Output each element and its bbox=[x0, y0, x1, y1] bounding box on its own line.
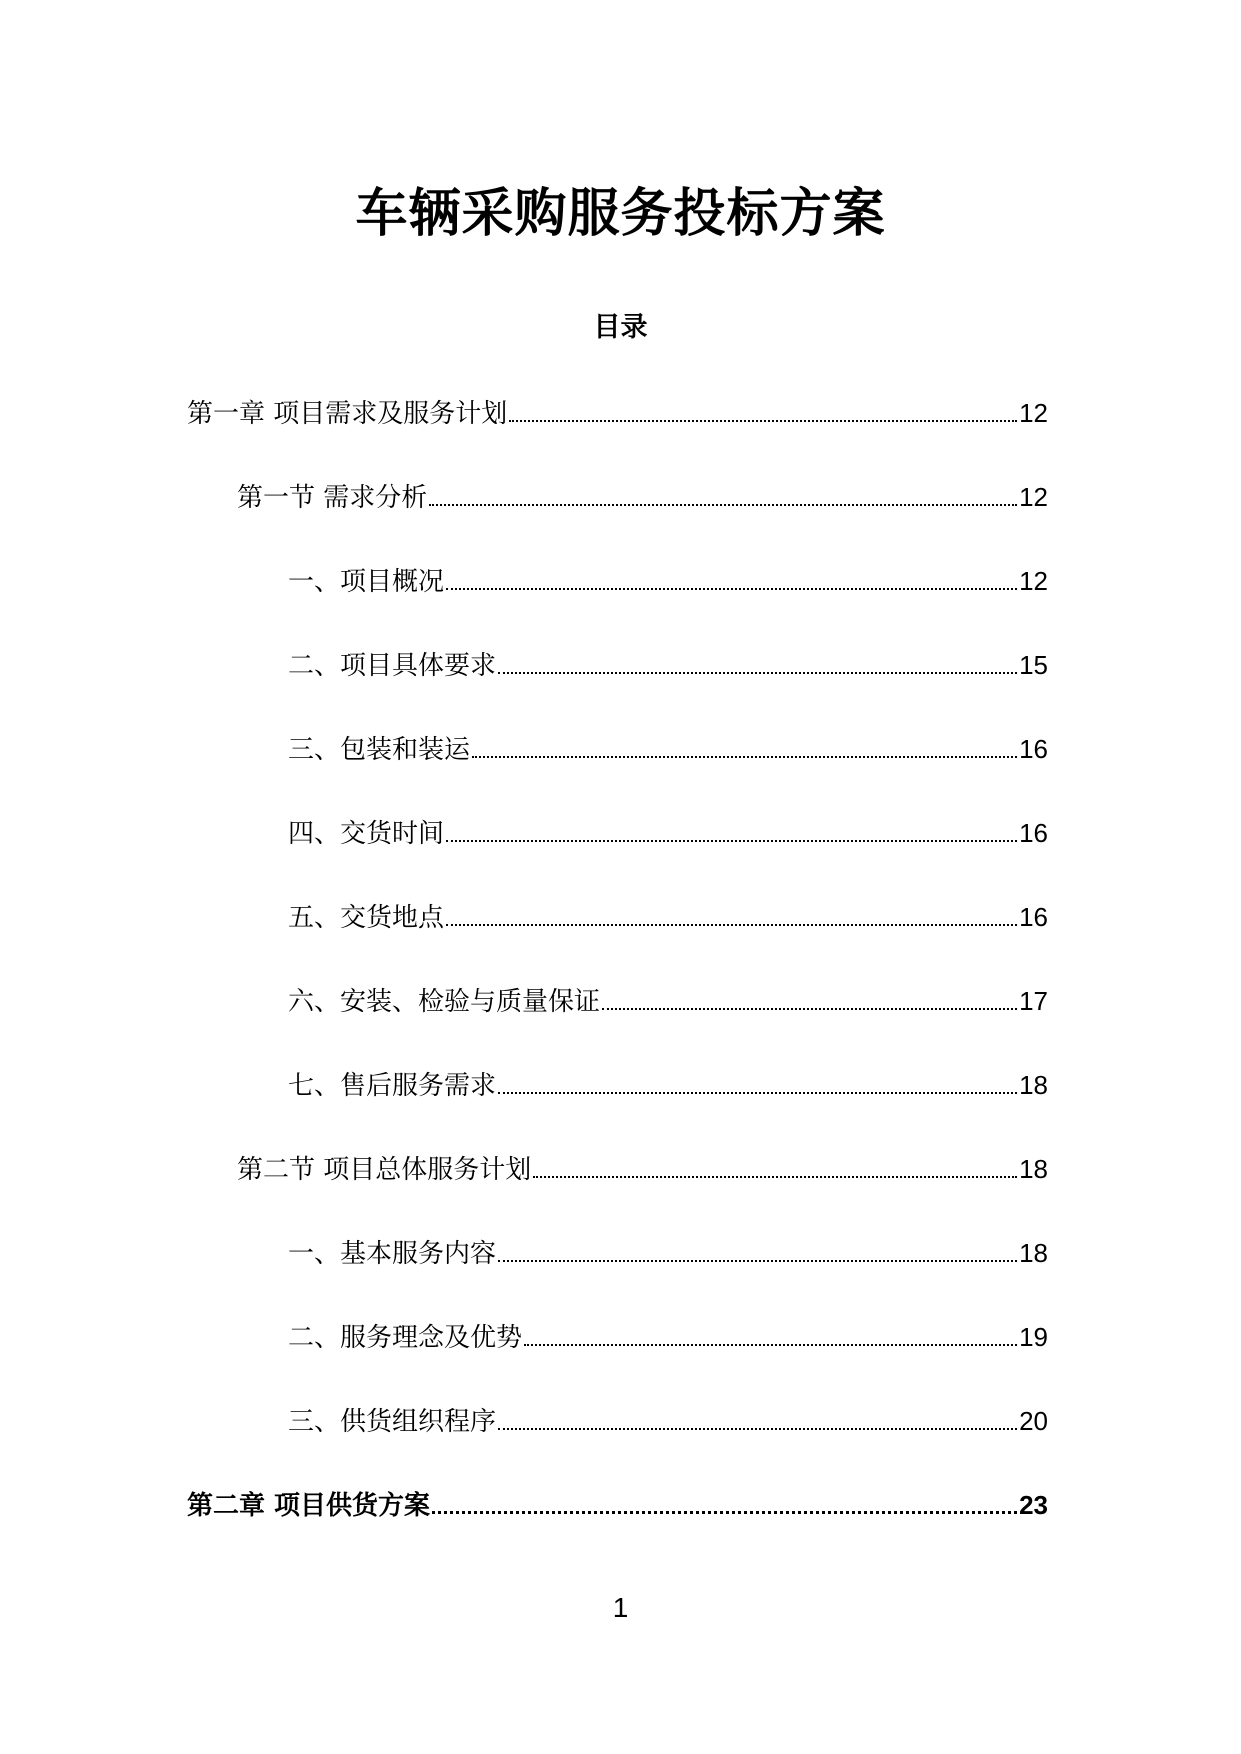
toc-entry-label: 二、服务理念及优势 bbox=[288, 1323, 523, 1353]
toc-entry-page: 16 bbox=[1019, 902, 1048, 932]
toc-dot-leader bbox=[498, 672, 1017, 674]
toc-entry-page: 16 bbox=[1019, 818, 1048, 848]
toc-entry-label: 第二节 项目总体服务计划 bbox=[237, 1155, 532, 1185]
toc-dot-leader bbox=[498, 1260, 1017, 1262]
toc-dot-leader bbox=[498, 1428, 1017, 1430]
toc-entry-page: 17 bbox=[1019, 986, 1048, 1016]
document-title: 车辆采购服务投标方案 bbox=[355, 184, 886, 244]
toc-entry-page: 15 bbox=[1019, 650, 1048, 680]
toc-entry[interactable] bbox=[288, 1317, 1048, 1358]
toc-dot-leader bbox=[533, 1176, 1017, 1178]
toc-dot-leader bbox=[509, 420, 1017, 422]
toc-entry[interactable] bbox=[288, 1401, 1048, 1442]
toc-entry-label: 一、项目概况 bbox=[288, 567, 445, 597]
toc-dot-leader bbox=[524, 1344, 1017, 1346]
toc-entry-page: 18 bbox=[1019, 1154, 1048, 1184]
toc-entry-label: 三、供货组织程序 bbox=[288, 1407, 497, 1437]
toc-entry-label: 三、包装和装运 bbox=[288, 735, 471, 765]
toc-dot-leader bbox=[446, 924, 1017, 926]
toc-entry[interactable] bbox=[288, 645, 1048, 686]
toc-entry-label: 第一章 项目需求及服务计划 bbox=[187, 399, 508, 429]
toc-entry[interactable] bbox=[288, 1233, 1048, 1274]
toc-entry-label: 第一节 需求分析 bbox=[237, 483, 428, 513]
toc-dot-leader bbox=[432, 1511, 1017, 1514]
toc-entry[interactable] bbox=[288, 561, 1048, 602]
toc-entry[interactable] bbox=[288, 981, 1048, 1022]
toc-entry-page: 20 bbox=[1019, 1406, 1048, 1436]
toc-dot-leader bbox=[472, 756, 1017, 758]
toc-entry[interactable] bbox=[288, 813, 1048, 854]
toc-dot-leader bbox=[446, 588, 1017, 590]
toc-dot-leader bbox=[429, 504, 1017, 506]
toc-entry-label: 一、基本服务内容 bbox=[288, 1239, 497, 1269]
toc-entry-label: 六、安装、检验与质量保证 bbox=[288, 987, 601, 1017]
toc-entry-page: 19 bbox=[1019, 1322, 1048, 1352]
toc-entry-label: 五、交货地点 bbox=[288, 903, 445, 933]
toc-entry-label: 四、交货时间 bbox=[288, 819, 445, 849]
toc-entry[interactable] bbox=[288, 1065, 1048, 1106]
toc-heading: 目录 bbox=[593, 312, 648, 343]
page-number: 1 bbox=[612, 1592, 629, 1623]
toc-entry[interactable] bbox=[237, 1149, 1048, 1190]
toc-entry-label: 七、售后服务需求 bbox=[288, 1071, 497, 1101]
toc-entry-page: 18 bbox=[1019, 1070, 1048, 1100]
toc-entry-page: 16 bbox=[1019, 734, 1048, 764]
toc-entry-label: 第二章 项目供货方案 bbox=[187, 1491, 431, 1521]
toc-entry[interactable] bbox=[187, 393, 1048, 434]
toc-entry[interactable] bbox=[288, 897, 1048, 938]
toc-dot-leader bbox=[498, 1092, 1017, 1094]
toc-entry-page: 23 bbox=[1019, 1490, 1048, 1520]
toc-entry-page: 12 bbox=[1019, 566, 1048, 596]
toc-entry[interactable] bbox=[237, 477, 1048, 518]
toc-entry-page: 12 bbox=[1019, 398, 1048, 428]
toc-entry[interactable] bbox=[187, 1485, 1048, 1526]
toc-dot-leader bbox=[446, 840, 1017, 842]
toc-entry-page: 12 bbox=[1019, 482, 1048, 512]
toc-entry[interactable] bbox=[288, 729, 1048, 770]
toc-entry-page: 18 bbox=[1019, 1238, 1048, 1268]
toc-entry-label: 二、项目具体要求 bbox=[288, 651, 497, 681]
toc-dot-leader bbox=[602, 1008, 1017, 1010]
